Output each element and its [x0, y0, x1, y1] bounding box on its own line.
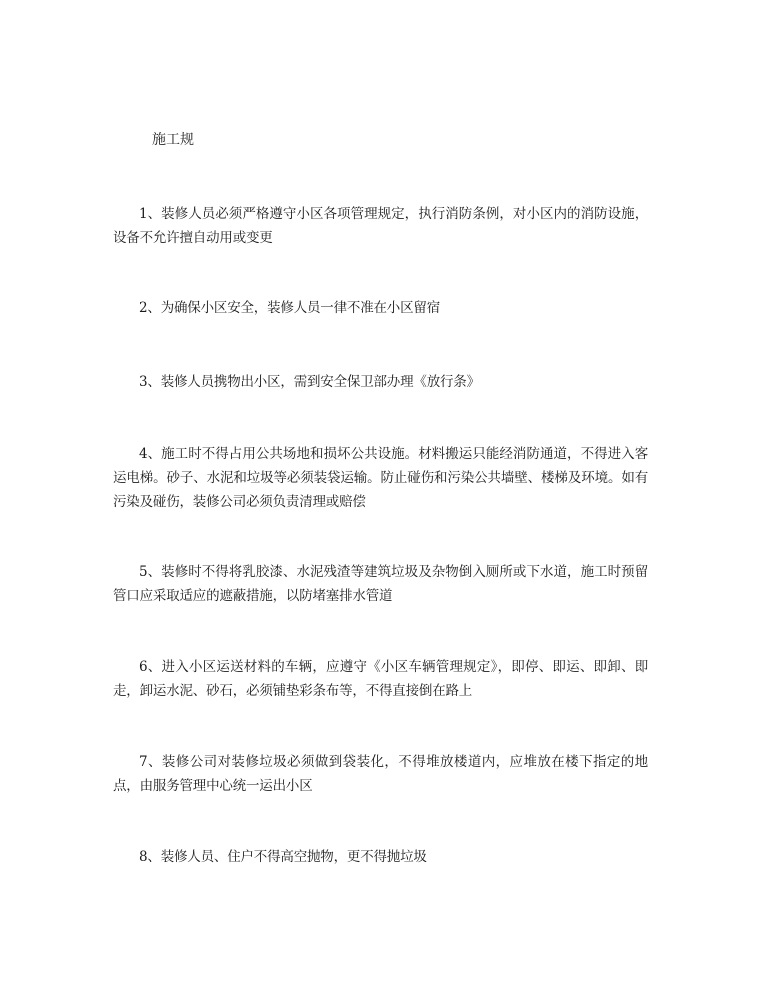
- paragraph-5: 5、装修时不得将乳胶漆、水泥残渣等建筑垃圾及杂物倒入厕所或下水道，施工时预留管口应采取适应的遮蔽措施，以防堵塞排水管道: [113, 564, 648, 604]
- paragraph-3: 3、装修人员携物出小区，需到安全保卫部办理《放行条》: [139, 374, 480, 390]
- paragraph-8: 8、装修人员、住户不得高空抛物，更不得抛垃圾: [139, 849, 427, 865]
- paragraph-6: 6、进入小区运送材料的车辆，应遵守《小区车辆管理规定》，即停、即运、即卸、即走，卸运水泥、砂石，必须铺垫彩条布等，不得直接倒在路上: [113, 659, 648, 699]
- document-title: 施工规: [152, 132, 194, 148]
- paragraph-2: 2、为确保小区安全，装修人员一律不准在小区留宿: [139, 300, 440, 316]
- paragraph-1: 1、装修人员必须严格遵守小区各项管理规定，执行消防条例，对小区内的消防设施，设备不允许擅自动用或变更: [113, 206, 648, 246]
- paragraph-4: 4、施工时不得占用公共场地和损坏公共设施。材料搬运只能经消防通道，不得进入客运电梯。砂子、水泥和垃圾等必须装袋运输。防止碰伤和污染公共墙壁、楼梯及环境。如有污染及碰伤，装修公司必须负责清理或赔偿: [113, 446, 648, 510]
- paragraph-7: 7、装修公司对装修垃圾必须做到袋装化，不得堆放楼道内，应堆放在楼下指定的地点，由服务管理中心统一运出小区: [113, 754, 648, 794]
